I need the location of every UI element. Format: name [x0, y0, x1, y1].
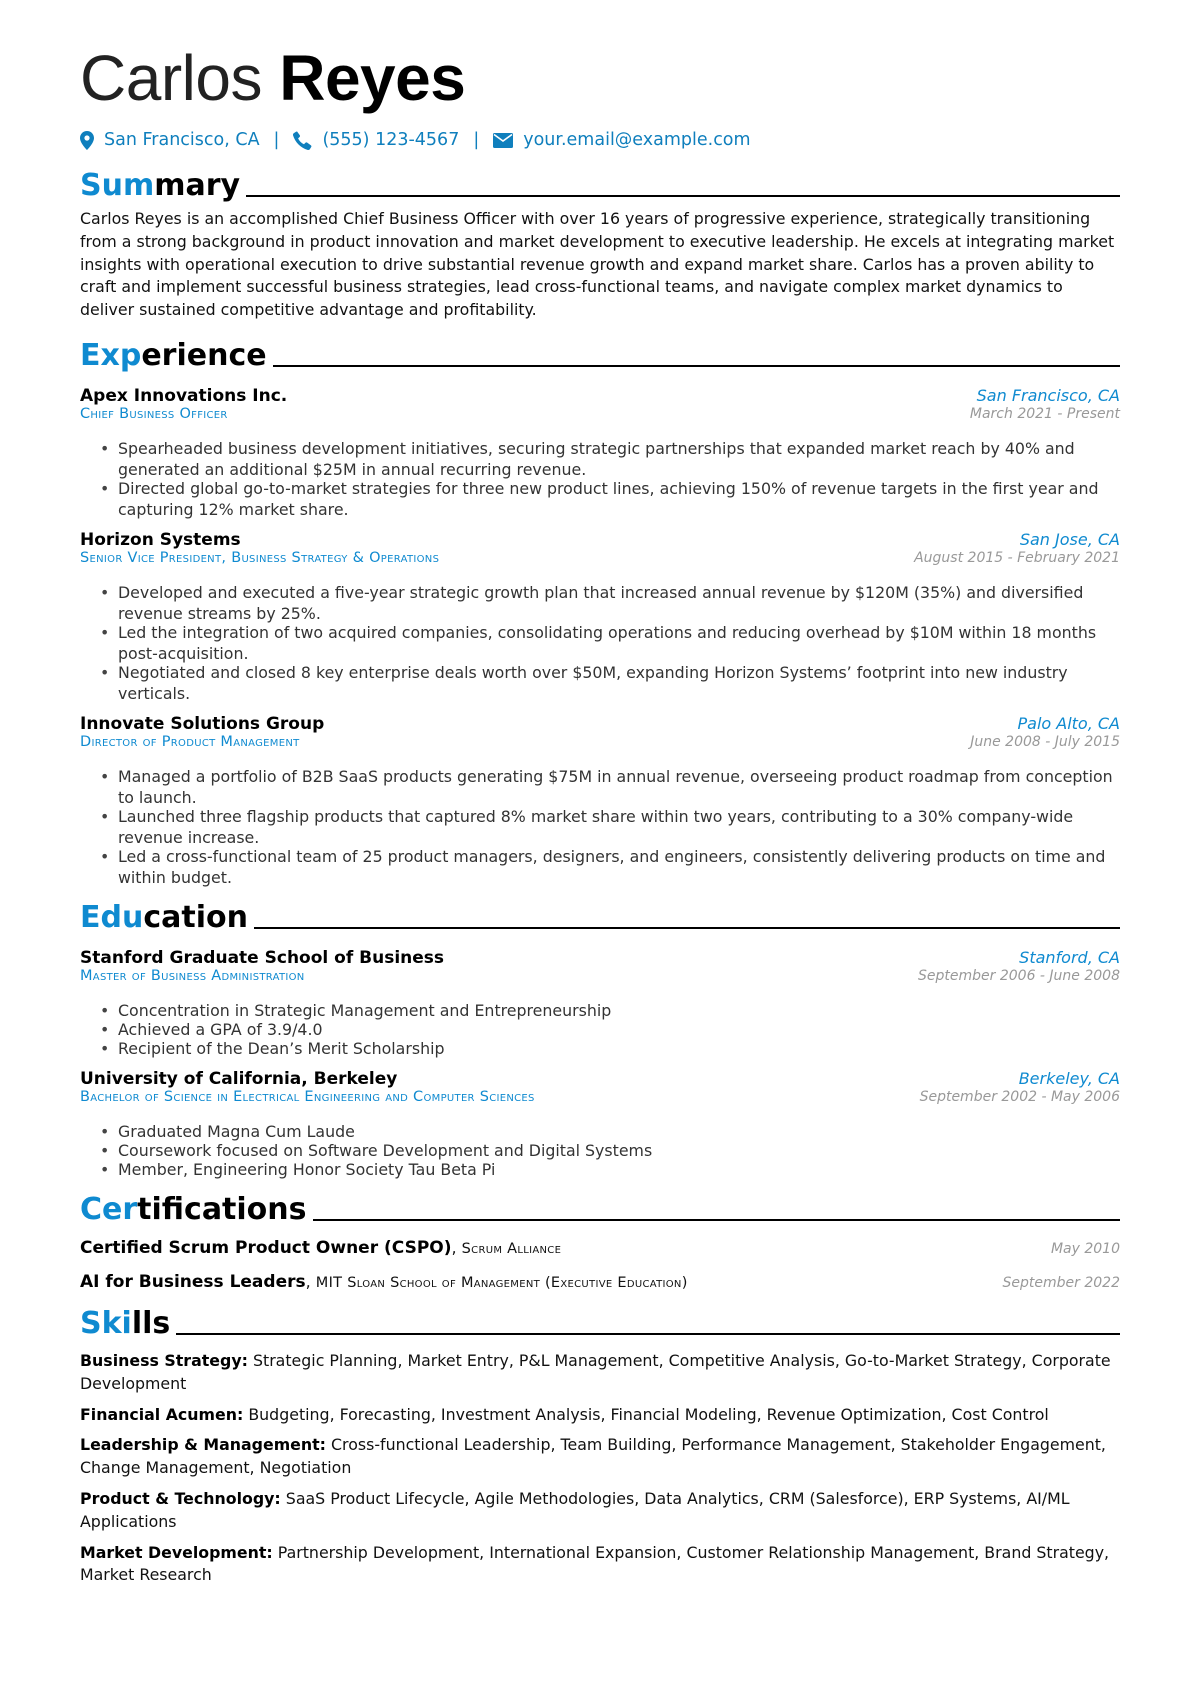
employer-name: Horizon Systems: [80, 529, 241, 550]
degree-name: Master of Business Administration: [80, 967, 305, 984]
achievement-item: • Managed a portfolio of B2B SaaS products generating $75M in annual revenue, overseeing product roadmap from conception to launch.: [118, 766, 1120, 808]
employer-name: Apex Innovations Inc.: [80, 385, 288, 406]
experience-entry: [80, 714, 1120, 888]
section-heading-certifications: Certifications: [80, 1192, 1120, 1228]
certification-issuer: Scrum Alliance: [461, 1240, 562, 1257]
certification-date: May 2010: [1050, 1240, 1120, 1257]
job-dates: August 2015 - February 2021: [914, 549, 1120, 566]
contact-location: San Francisco, CA: [104, 130, 260, 150]
education-detail-item: • Achieved a GPA of 3.9/4.0: [118, 1019, 1120, 1040]
skill-list: Strategic Planning, Market Entry, P&L Management, Competitive Analysis, Go-to-Market Strategy, Corporate Development: [80, 1350, 1111, 1393]
section-rule: [273, 365, 1120, 367]
certification-issuer: MIT Sloan School of Management (Executive Education): [315, 1274, 688, 1291]
achievement-item: • Directed global go-to-market strategies for three new product lines, achieving 150% of revenue targets in the first year and capturing 12% market share.: [118, 478, 1120, 520]
section-rule: [176, 1333, 1120, 1335]
contact-bar: [80, 126, 1120, 154]
achievement-item: • Led the integration of two acquired companies, consolidating operations and reducing overhead by $10M within 18 months post-acquisition.: [118, 622, 1120, 664]
education-entry: [80, 948, 1120, 1059]
first-name: Carlos: [80, 42, 262, 114]
achievement-item: • Negotiated and closed 8 key enterprise deals worth over $50M, expanding Horizon Systems’ footprint into new industry verticals.: [118, 662, 1120, 704]
certification-date: September 2022: [1002, 1274, 1120, 1291]
section-heading-experience: Experience: [80, 338, 1120, 374]
degree-name: Bachelor of Science in Electrical Engineering and Computer Sciences: [80, 1088, 535, 1105]
certification-entry: Certified Scrum Product Owner (CSPO), Scrum Alliance May 2010: [80, 1237, 1120, 1258]
skill-category: Leadership & Management:: [80, 1435, 326, 1455]
experience-entry: [80, 386, 1120, 520]
job-title: Senior Vice President, Business Strategy & Operations: [80, 549, 440, 566]
section-heading-education: Education: [80, 900, 1120, 936]
skill-category: Business Strategy:: [80, 1350, 248, 1370]
certification-title: Certified Scrum Product Owner (CSPO): [80, 1237, 452, 1258]
map-pin-icon: [80, 131, 94, 150]
education-detail-item: • Concentration in Strategic Management and Entrepreneurship: [118, 1000, 1120, 1021]
skill-list: Budgeting, Forecasting, Investment Analysis, Financial Modeling, Revenue Optimization, Cost Control: [248, 1404, 1049, 1424]
achievement-item: • Led a cross-functional team of 25 product managers, designers, and engineers, consistently delivering products on time and within budget.: [118, 846, 1120, 888]
education-entry: [80, 1069, 1120, 1180]
achievement-item: • Launched three flagship products that captured 8% market share within two years, contributing to a 30% company-wide revenue increase.: [118, 806, 1120, 848]
section-rule: [313, 1219, 1120, 1221]
school-name: Stanford Graduate School of Business: [80, 947, 445, 968]
education-detail-list: [80, 1121, 1120, 1180]
employer-location: Palo Alto, CA: [1017, 713, 1120, 733]
phone-icon: [293, 131, 312, 150]
skill-group: [80, 1404, 1120, 1427]
skill-category: Product & Technology:: [80, 1488, 281, 1508]
school-location: Berkeley, CA: [1018, 1068, 1120, 1088]
skill-category: Market Development:: [80, 1542, 273, 1562]
employer-location: San Francisco, CA: [976, 385, 1120, 405]
contact-separator: |: [273, 130, 280, 150]
job-title: Chief Business Officer: [80, 405, 228, 422]
job-title: Director of Product Management: [80, 733, 300, 750]
envelope-icon: [493, 133, 513, 148]
skill-group: [80, 1542, 1120, 1588]
skill-group: [80, 1434, 1120, 1480]
education-detail-item: • Recipient of the Dean’s Merit Scholarship: [118, 1038, 1120, 1059]
education-detail-list: [80, 1000, 1120, 1059]
skill-group: [80, 1488, 1120, 1534]
employer-name: Innovate Solutions Group: [80, 713, 325, 734]
section-heading-summary: Summary: [80, 168, 1120, 204]
candidate-name: [80, 40, 1120, 116]
school-name: University of California, Berkeley: [80, 1068, 398, 1089]
study-dates: September 2002 - May 2006: [919, 1088, 1120, 1105]
achievement-list: [80, 582, 1120, 704]
achievement-item: • Spearheaded business development initiatives, securing strategic partnerships that expanded market reach by 40% and generated an additional $25M in annual recurring revenue.: [118, 438, 1120, 480]
school-location: Stanford, CA: [1019, 947, 1120, 967]
skill-group: [80, 1350, 1120, 1396]
section-rule: [246, 195, 1120, 197]
last-name: Reyes: [279, 42, 466, 114]
skill-category: Financial Acumen:: [80, 1404, 244, 1424]
certification-title: AI for Business Leaders: [80, 1271, 306, 1292]
section-rule: [254, 927, 1120, 929]
education-detail-item: • Coursework focused on Software Development and Digital Systems: [118, 1140, 1120, 1161]
skill-list: Partnership Development, International Expansion, Customer Relationship Management, Brand Strategy, Market Research: [80, 1542, 1110, 1585]
contact-email[interactable]: your.email@example.com: [523, 130, 751, 150]
summary-text: Carlos Reyes is an accomplished Chief Business Officer with over 16 years of progressive experience, strategically transitioning from a strong background in product innovation and market development to executive leadership. He excels at integrating market insights with operational execution to drive substantial revenue growth and expand market share. Carlos has a proven ability to craft and implement successful business strategies, lead cross-functional teams, and navigate complex market dynamics to deliver sustained competitive advantage and profitability.: [80, 209, 1115, 320]
experience-entry: [80, 530, 1120, 704]
skill-list: Cross-functional Leadership, Team Building, Performance Management, Stakeholder Engagement, Change Management, Negotiation: [80, 1435, 1106, 1478]
study-dates: September 2006 - June 2008: [918, 967, 1120, 984]
achievement-list: [80, 438, 1120, 520]
certification-entry: AI for Business Leaders, MIT Sloan School of Management (Executive Education) September 2022: [80, 1271, 1120, 1292]
contact-separator: |: [473, 130, 480, 150]
section-heading-skills: Skills: [80, 1306, 1120, 1342]
achievement-item: • Developed and executed a five-year strategic growth plan that increased annual revenue by $120M (35%) and diversified revenue streams by 25%.: [118, 582, 1120, 624]
achievement-list: [80, 766, 1120, 888]
education-detail-item: • Graduated Magna Cum Laude: [118, 1121, 1120, 1142]
contact-phone: (555) 123-4567: [322, 130, 460, 150]
skill-list: SaaS Product Lifecycle, Agile Methodologies, Data Analytics, CRM (Salesforce), ERP Systems, AI/ML Applications: [80, 1488, 1070, 1531]
employer-location: San Jose, CA: [1019, 529, 1120, 549]
job-dates: June 2008 - July 2015: [970, 733, 1120, 750]
education-detail-item: • Member, Engineering Honor Society Tau Beta Pi: [118, 1159, 1120, 1180]
job-dates: March 2021 - Present: [969, 405, 1120, 422]
